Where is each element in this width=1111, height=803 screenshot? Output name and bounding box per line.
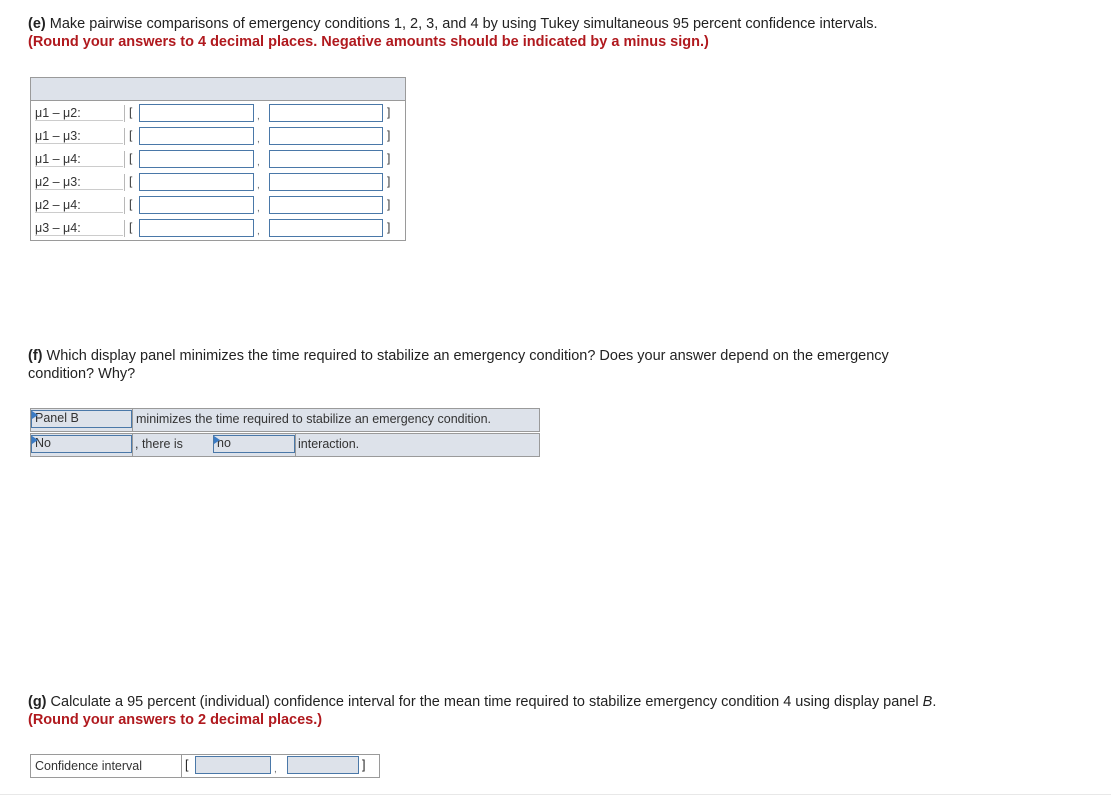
question-g-text: Calculate a 95 percent (individual) confidence interval for the mean time required to stabilize emergency condition 4 using display panel	[46, 694, 923, 710]
divider	[124, 174, 125, 191]
panel-select[interactable]: Panel B	[31, 410, 132, 428]
tukey-upper-input[interactable]	[269, 196, 383, 214]
tukey-row	[31, 125, 405, 148]
tukey-close-bracket: ]	[387, 128, 391, 142]
question-e-text: Make pairwise comparisons of emergency conditions 1, 2, 3, and 4 by using Tukey simultaneous 95 percent confidence intervals.	[45, 16, 878, 32]
tukey-upper-input[interactable]	[269, 127, 383, 145]
tukey-comma: ,	[257, 111, 260, 122]
tukey-row	[31, 102, 405, 125]
tukey-row	[31, 148, 405, 171]
question-e	[28, 15, 1088, 51]
tukey-open-bracket: [	[129, 220, 133, 234]
question-f	[28, 347, 908, 383]
tukey-open-bracket: [	[129, 197, 133, 211]
ci-comma: ,	[274, 764, 277, 775]
tukey-close-bracket: ]	[387, 105, 391, 119]
panel-row-1-text: minimizes the time required to stabilize an emergency condition.	[136, 412, 492, 426]
tukey-comma: ,	[257, 203, 260, 214]
tukey-row-label: μ3 – μ4:	[35, 221, 123, 236]
tukey-row	[31, 171, 405, 194]
tukey-lower-input[interactable]	[139, 173, 254, 191]
tukey-comma: ,	[257, 226, 260, 237]
page-bottom-divider	[0, 794, 1111, 795]
tukey-table-header	[31, 78, 405, 101]
tukey-comma: ,	[257, 157, 260, 168]
tukey-close-bracket: ]	[387, 220, 391, 234]
divider	[132, 409, 133, 431]
tukey-lower-input[interactable]	[139, 150, 254, 168]
ci-open-bracket: [	[185, 758, 189, 772]
tukey-row-label: μ1 – μ2:	[35, 106, 123, 121]
question-g-text-after: .	[932, 694, 937, 710]
divider	[295, 434, 296, 456]
tukey-open-bracket: [	[129, 105, 133, 119]
tukey-row-label: μ1 – μ3:	[35, 129, 123, 144]
confidence-interval-row	[30, 754, 380, 778]
panel-row-1	[30, 408, 540, 432]
divider	[124, 151, 125, 168]
question-e-instruction: (Round your answers to 4 decimal places. Negative amounts should be indicated by a minus sign.)	[28, 34, 709, 50]
question-f-label: (f)	[28, 348, 43, 364]
question-g	[28, 693, 988, 729]
tukey-lower-input[interactable]	[139, 127, 254, 145]
ci-lower-input[interactable]	[195, 756, 271, 774]
tukey-comma: ,	[257, 180, 260, 191]
tukey-upper-input[interactable]	[269, 173, 383, 191]
ci-close-bracket: ]	[362, 758, 366, 772]
divider	[124, 197, 125, 214]
ci-upper-input[interactable]	[287, 756, 359, 774]
interaction-select[interactable]: no	[213, 435, 295, 453]
panel-row-2-mid-text: , there is	[135, 437, 183, 451]
divider	[132, 434, 133, 456]
divider	[124, 220, 125, 237]
question-f-text: Which display panel minimizes the time required to stabilize an emergency condition? Does your answer depend on the emergency condition? Why?	[28, 348, 889, 382]
tukey-table-body	[31, 101, 405, 240]
tukey-close-bracket: ]	[387, 174, 391, 188]
tukey-open-bracket: [	[129, 174, 133, 188]
tukey-table	[30, 77, 406, 241]
divider	[124, 105, 125, 122]
divider	[124, 128, 125, 145]
tukey-lower-input[interactable]	[139, 104, 254, 122]
divider	[181, 755, 182, 777]
depend-select[interactable]: No	[31, 435, 132, 453]
tukey-open-bracket: [	[129, 151, 133, 165]
confidence-interval-label: Confidence interval	[35, 759, 143, 773]
tukey-lower-input[interactable]	[139, 196, 254, 214]
tukey-open-bracket: [	[129, 128, 133, 142]
question-e-label: (e)	[28, 16, 46, 32]
tukey-row-label: μ2 – μ3:	[35, 175, 123, 190]
tukey-close-bracket: ]	[387, 197, 391, 211]
tukey-close-bracket: ]	[387, 151, 391, 165]
question-g-panel: B	[922, 694, 933, 710]
panel-row-2	[30, 433, 540, 457]
tukey-row	[31, 194, 405, 217]
tukey-upper-input[interactable]	[269, 104, 383, 122]
panel-row-2-end-text: interaction.	[298, 437, 360, 451]
tukey-upper-input[interactable]	[269, 219, 383, 237]
tukey-comma: ,	[257, 134, 260, 145]
tukey-row	[31, 217, 405, 240]
tukey-lower-input[interactable]	[139, 219, 254, 237]
panel-answer-table	[30, 408, 540, 458]
tukey-row-label: μ1 – μ4:	[35, 152, 123, 167]
question-g-instruction: (Round your answers to 2 decimal places.)	[28, 712, 323, 728]
tukey-row-label: μ2 – μ4:	[35, 198, 123, 213]
tukey-upper-input[interactable]	[269, 150, 383, 168]
question-g-label: (g)	[28, 694, 47, 710]
